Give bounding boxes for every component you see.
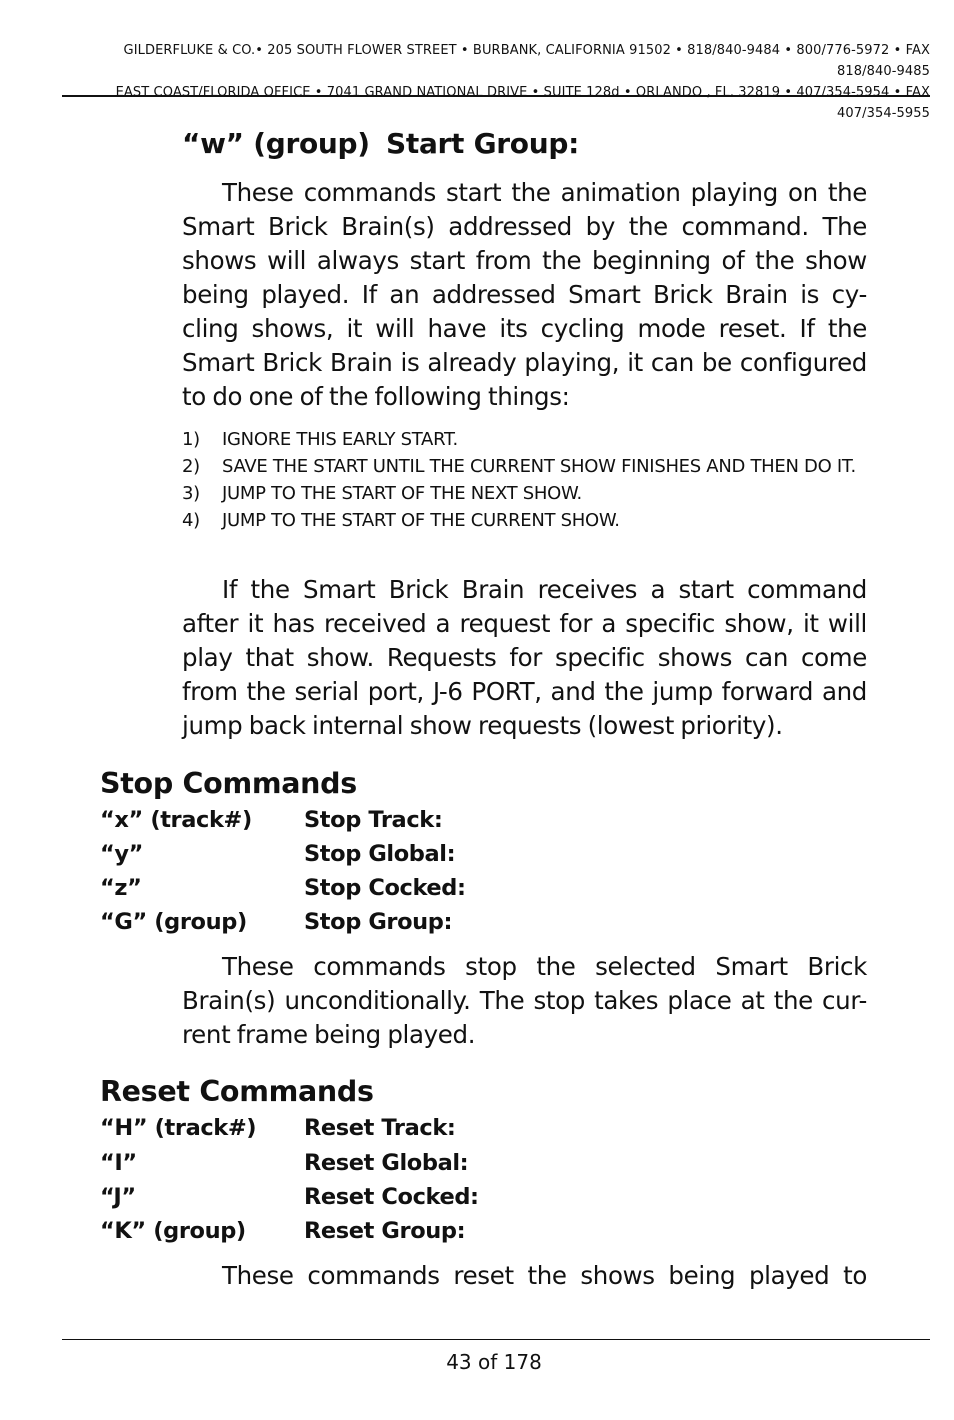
page-number: 43 of 178 [446, 1350, 542, 1374]
command-code: “z” [100, 875, 142, 901]
list-item: 4) JUMP TO THE START OF THE CURRENT SHOW. [182, 510, 620, 531]
command-name: Reset Cocked: [304, 1184, 479, 1210]
command-code: “x” (track#) [100, 807, 252, 833]
list-item: 2) SAVE THE START UNTIL THE CURRENT SHOW FINISHES AND THEN DO IT. [182, 456, 856, 477]
command-row [100, 1146, 860, 1180]
command-name: Reset Group: [304, 1218, 466, 1244]
command-row [100, 905, 860, 939]
command-code: “J” [100, 1184, 136, 1210]
list-item: 3) JUMP TO THE START OF THE NEXT SHOW. [182, 483, 582, 504]
command-code: “I” [100, 1150, 137, 1176]
list-item: 1) IGNORE THIS EARLY START. [182, 429, 458, 450]
command-row [100, 837, 860, 871]
footer-rule [62, 1339, 930, 1340]
command-row [100, 803, 860, 837]
header-rule [62, 95, 930, 97]
command-name: Stop Group: [304, 909, 453, 935]
start-group-code: “w” (group) [182, 127, 370, 160]
reset-commands-heading: Reset Commands [100, 1075, 374, 1108]
start-options-list [182, 426, 867, 534]
command-code: “K” (group) [100, 1218, 246, 1244]
command-row [100, 1214, 860, 1248]
command-code: “y” [100, 841, 144, 867]
command-name: Stop Track: [304, 807, 443, 833]
stop-paragraph: These commands stop the selected Smart Brick Brain(s) unconditionally. The stop takes place at the cur-rent frame being played. [182, 952, 867, 1049]
page-header [62, 40, 930, 124]
command-name: Reset Track: [304, 1115, 456, 1141]
header-line-1: GILDERFLUKE & CO.• 205 SOUTH FLOWER STREET • BURBANK, CALIFORNIA 91502 • 818/840-9484 • 800/776-5972 • FAX 818/840-9485 [123, 43, 930, 79]
stop-commands-heading: Stop Commands [100, 767, 357, 800]
start-group-heading [182, 124, 579, 164]
header-line-2: EAST COAST/FLORIDA OFFICE • 7041 GRAND NATIONAL DRIVE • SUITE 128d • ORLANDO , FL. 32819 • 407/354-5954 • FAX 407/354-5955 [115, 85, 930, 121]
reset-paragraph: These commands reset the shows being played to [222, 1261, 867, 1290]
start-group-paragraph-2: If the Smart Brick Brain receives a start command after it has received a request for a specific show, it will play that show. Requests for specific shows can come from the serial port, J-6 PORT, and the jump forward and jump back internal show requests (lowest priority). [182, 575, 867, 740]
command-name: Stop Cocked: [304, 875, 466, 901]
command-name: Stop Global: [304, 841, 456, 867]
command-row [100, 871, 860, 905]
command-code: “G” (group) [100, 909, 247, 935]
command-name: Reset Global: [304, 1150, 469, 1176]
start-group-paragraph-1: These commands start the animation playing on the Smart Brick Brain(s) addressed by the command. The shows will always start from the beginning of the show being played. If an addressed Smart Brick Brain is cy-cling shows, it will have its cycling mode reset. If the Smart Brick Brain is already playing, it can be configured to do one of the following things: [182, 178, 867, 411]
command-row [100, 1180, 860, 1214]
start-group-title: Start Group: [386, 127, 579, 160]
command-row [100, 1111, 860, 1145]
command-code: “H” (track#) [100, 1115, 257, 1141]
